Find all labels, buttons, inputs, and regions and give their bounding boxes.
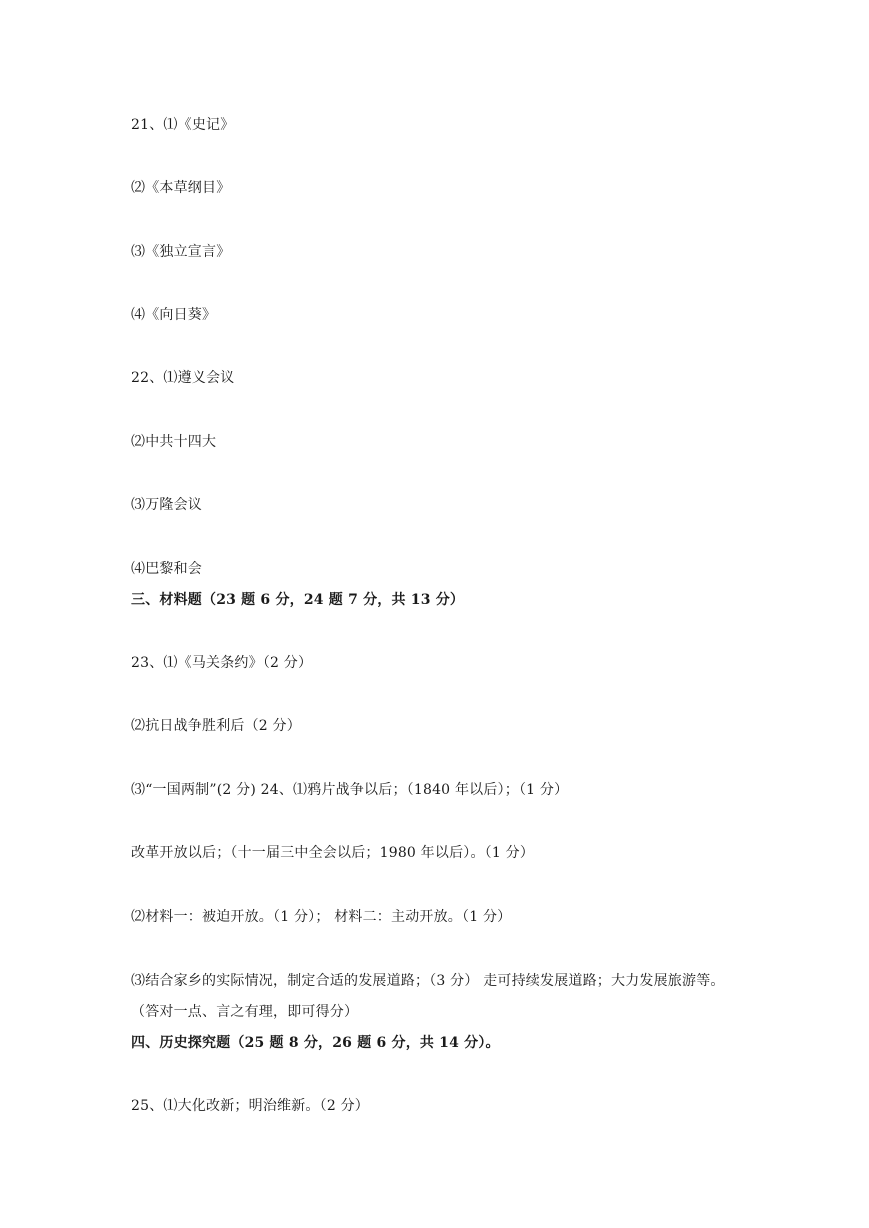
answer-21-3: ⑶《独立宣言》: [131, 244, 231, 260]
answer-25-1: 25、⑴大化改新；明治维新。（2 分）: [131, 1098, 369, 1114]
answer-23-2: ⑵抗日战争胜利后（2 分）: [131, 718, 301, 734]
answer-23-1: 23、⑴《马关条约》（2 分）: [131, 655, 313, 671]
answer-23-3-24-1: ⑶“一国两制”(2 分) 24、⑴鸦片战争以后；（1840 年以后）；（1 分）: [131, 782, 569, 798]
answer-24-1-cont: 改革开放以后；（十一届三中全会以后；1980 年以后）。（1 分）: [131, 845, 535, 861]
section-3-heading: 三、材料题（23 题 6 分，24 题 7 分，共 13 分）: [131, 592, 465, 608]
answer-24-3: ⑶结合家乡的实际情况，制定合适的发展道路；（3 分） 走可持续发展道路；大力发展旅游等。（答对一点、言之有理，即可得分）: [131, 973, 725, 1020]
answer-22-4: ⑷巴黎和会: [131, 561, 202, 577]
answer-21-1: 21、⑴《史记》: [131, 117, 235, 133]
answer-22-1: 22、⑴遵义会议: [131, 370, 235, 386]
answer-21-2: ⑵《本草纲目》: [131, 180, 231, 196]
answer-24-2: ⑵材料一：被迫开放。（1 分）； 材料二：主动开放。（1 分）: [131, 909, 512, 925]
section-4-heading: 四、历史探究题（25 题 8 分，26 题 6 分，共 14 分）。: [131, 1035, 500, 1051]
answer-22-3: ⑶万隆会议: [131, 497, 202, 513]
answer-21-4: ⑷《向日葵》: [131, 307, 217, 323]
answer-22-2: ⑵中共十四大: [131, 434, 217, 450]
